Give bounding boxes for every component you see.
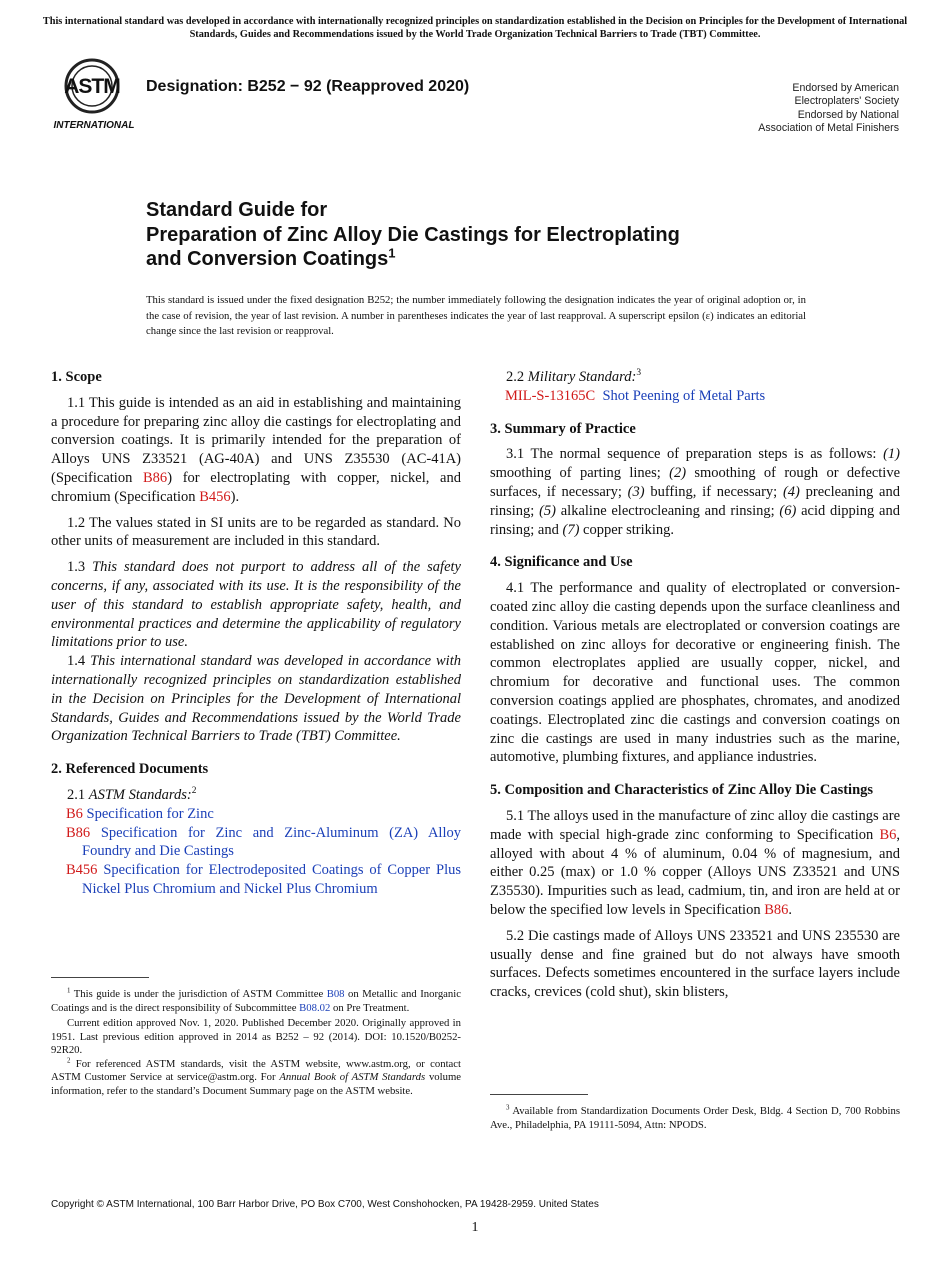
paragraph-1-4: 1.4 This international standard was developed in accordance with internationally recognized principles on standardization established in the Decision on Principles for the Development of International Standards, Guides and Recommendations issued by the World Trade Organization Technical Barriers to Trade (TBT) Committee.: [51, 653, 461, 745]
section-heading-scope: 1. Scope: [51, 369, 102, 385]
reference-item[interactable]: B86 Specification for Zinc and Zinc-Aluminum (ZA) Alloy Foundry and Die Castings: [66, 824, 461, 860]
page-number: 1: [471, 1220, 479, 1235]
link-b86[interactable]: B86: [143, 469, 168, 486]
footnote-3: $^3$ Available from Standardization Documents Order Desk, Bldg. 4 Section D, 700 Robbins Ave., Philadelphia, PA 19111-5094, Attn: NPODS.: [490, 1103, 900, 1131]
link-b456[interactable]: B456: [199, 488, 231, 505]
logo-letters: ASTM: [64, 75, 120, 98]
issued-note: This standard is issued under the fixed designation B252; the number immediately following the designation indicates the year of original adoption or, in the case of revision, the year of last revision. A number in parentheses indicates the year of last reapproval. A superscript epsilon (ε) indicates an editorial change since the last revision or reapproval.: [146, 294, 806, 337]
military-standard-label: 2.2 Military Standard:$^3$: [506, 368, 642, 385]
endorsements: [758, 82, 899, 136]
section-heading-summary: 3. Summary of Practice: [490, 420, 636, 437]
link-b08-02[interactable]: B08.02: [299, 1001, 331, 1014]
endorsement-line: Association of Metal Finishers: [758, 122, 899, 135]
title-line-3: and Conversion Coatings$^1$: [146, 245, 396, 270]
paragraph-4-1: 4.1 The performance and quality of electroplated or conversion-coated zinc alloy die casting depends upon the surface cleanliness and condition. Various metals are electroplated or conversion coatings are established on zinc alloys for decorative or engineering finish. The common electroplates applied are usually copper, nickel, and chromium for decorative and functional uses. The common conversion coatings applied are phosphates, chromates, and anodized coatings. Electroplated zinc die castings and conversion coatings on zinc die castings are used in many industries such as the marine, automotive, plumbing fixtures, and appliance industries.: [490, 580, 900, 766]
title-footnote-marker: 1: [388, 245, 396, 261]
reference-item[interactable]: B6 Specification for Zinc: [66, 805, 214, 822]
logo-international: INTERNATIONAL: [53, 120, 135, 131]
endorsement-line: Endorsed by National: [797, 108, 899, 121]
footnotes-left: [51, 988, 461, 1098]
astm-standards-label: 2.1 ASTM Standards:$^2$: [67, 786, 197, 803]
copyright: Copyright © ASTM International, 100 Barr Harbor Drive, PO Box C700, West Conshohocken, PA 19428-2959. United States: [51, 1199, 599, 1210]
endorsement-line: Endorsed by American: [792, 82, 899, 94]
astm-logo-mark: [52, 56, 136, 132]
link-b6[interactable]: B6: [879, 826, 897, 843]
paragraph-5-2: 5.2 Die castings made of Alloys UNS 233521 and UNS 235530 are usually dense and fine grained but do not always have smooth surfaces. Defects sometimes encountered in the surface layers include cracks, crevices (cold shut), skin blisters,: [490, 927, 900, 1001]
reference-item-military[interactable]: MIL-S-13165C Shot Peening of Metal Parts: [505, 387, 766, 404]
footnote-rule: [51, 977, 149, 978]
paragraph-5-1: 5.1 The alloys used in the manufacture of zinc alloy die castings are made with special high-grade zinc conforming to Specification B6, alloyed with about 4 % of aluminum, 0.04 % of magnesium, and either 0.25 (max) or 1.0 % copper (Alloys UNS Z33521 and UNS Z35530). Impurities such as lead, cadmium, tin, and iron are held at or below the specified low levels in Specification B86.: [490, 807, 900, 918]
section-heading-composition: 5. Composition and Characteristics of Zinc Alloy Die Castings: [490, 782, 874, 799]
title-line-1: Standard Guide for: [146, 199, 328, 221]
title-line-2: Preparation of Zinc Alloy Die Castings for Electroplating: [146, 223, 680, 246]
paragraph-1-1: 1.1 This guide is intended as an aid in establishing and maintaining a procedure for preparing zinc alloy die castings for electroplating and conversion coatings. It is primarily intended for the preparation of Alloys UNS Z33521 (AG-40A) and UNS Z35530 (AC-41A) (Specification B86) for electroplating with copper, nickel, and chromium (Specification B456).: [51, 394, 461, 505]
link-b86[interactable]: B86: [764, 901, 789, 918]
astm-logo: [52, 56, 136, 132]
reference-item[interactable]: B456 Specification for Electrodeposited Coatings of Copper Plus Nickel Plus Chromium and Nickel Plus Chromium: [66, 862, 461, 897]
link-b08[interactable]: B08: [326, 988, 345, 1000]
designation: Designation: B252 − 92 (Reapproved 2020): [146, 78, 470, 95]
right-column: [490, 368, 900, 1002]
section-heading-significance: 4. Significance and Use: [490, 554, 633, 571]
footnote-1-edition: Current edition approved Nov. 1, 2020. Published December 2020. Originally approved in 1951. Last previous edition approved in 2014 as B252 – 92 (2014). DOI: 10.1520/B0252-92R20.: [51, 1017, 461, 1056]
trade-notice: This international standard was developed in accordance with internationally recognized principles on standardization established in the Decision on Principles for the Development of International Standards, Guides and Recommendations issued by the World Trade Organization Technical Barriers to Trade (TBT) Committee.: [42, 16, 908, 40]
document-title: [146, 198, 846, 272]
footnote-rule: [490, 1094, 588, 1095]
endorsement-line: Electroplaters' Society: [794, 95, 899, 108]
paragraph-1-3: 1.3 This standard does not purport to address all of the safety concerns, if any, associated with its use. It is the responsibility of the user of this standard to establish appropriate safety, health, and environmental practices and determine the applicability of regulatory limitations prior to use.: [51, 559, 461, 651]
section-heading-referenced-documents: 2. Referenced Documents: [51, 761, 209, 778]
paragraph-1-2: 1.2 The values stated in SI units are to be regarded as standard. No other units of measurement are included in this standard.: [51, 514, 461, 550]
paragraph-3-1: 3.1 The normal sequence of preparation steps is as follows: (1) smoothing of parting lines; (2) smoothing of rough or defective surfaces, if necessary; (3) buffing, if necessary; (4) precleaning and rinsing; (5) alkaline electrocleaning and rinsing; (6) acid dipping and rinsing; and (7) copper striking.: [490, 446, 901, 538]
footnote-2: $^2$ For referenced ASTM standards, visit the ASTM website, www.astm.org, or contact ASTM Customer Service at service@astm.org. For Annual Book of ASTM Standards volume information, refer to the standard’s Document Summary page on the ASTM website.: [51, 1055, 461, 1097]
footnote-1: $^1$ This guide is under the jurisdiction of ASTM Committee B08 on Metallic and Inorganic Coatings and is the direct responsibility of Subcommittee B08.02 on Pre Treatment.: [51, 986, 461, 1014]
left-column: [51, 368, 461, 899]
